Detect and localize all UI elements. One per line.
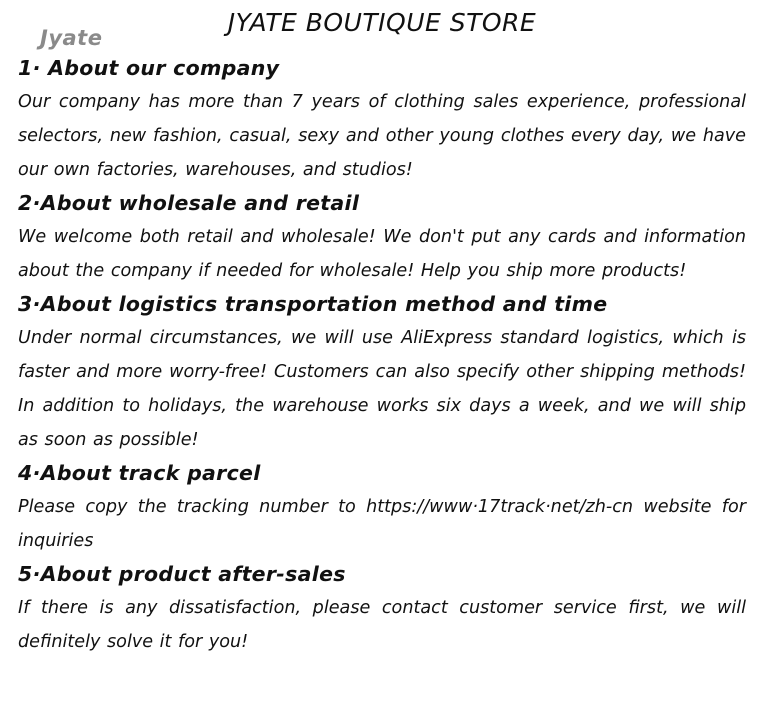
brand-logo: Jyate	[40, 26, 103, 50]
section-body: Please copy the tracking number to https://www·17track·net/zh-cn website for inquiries	[18, 497, 746, 551]
section-track-parcel	[18, 457, 746, 558]
section-body: We welcome both retail and wholesale! We don't put any cards and information about the company if needed for wholesale! Help you ship more products!	[18, 227, 746, 281]
section-logistics	[18, 288, 746, 457]
section-heading: 1· About our company	[18, 56, 280, 80]
section-about-company	[18, 52, 746, 187]
section-body: Under normal circumstances, we will use AliExpress standard logistics, which is faster and more worry-free! Customers can also specify other shipping methods! In addition to holidays, the warehouse works six days a week, and we will ship as soon as possible!	[18, 328, 746, 450]
section-after-sales	[18, 558, 746, 659]
section-heading: 2·About wholesale and retail	[18, 191, 360, 215]
section-heading: 5·About product after-sales	[18, 562, 346, 586]
section-wholesale-retail	[18, 187, 746, 288]
section-heading: 4·About track parcel	[18, 461, 261, 485]
section-body: Our company has more than 7 years of clothing sales experience, professional selectors, new fashion, casual, sexy and other young clothes every day, we have our own factories, warehouses, and studios!	[18, 92, 746, 180]
page-title: JYATE BOUTIQUE STORE	[227, 8, 537, 37]
section-heading: 3·About logistics transportation method and time	[18, 292, 608, 316]
info-sections	[18, 52, 746, 659]
section-body: If there is any dissatisfaction, please contact customer service first, we will definitely solve it for you!	[18, 598, 746, 652]
